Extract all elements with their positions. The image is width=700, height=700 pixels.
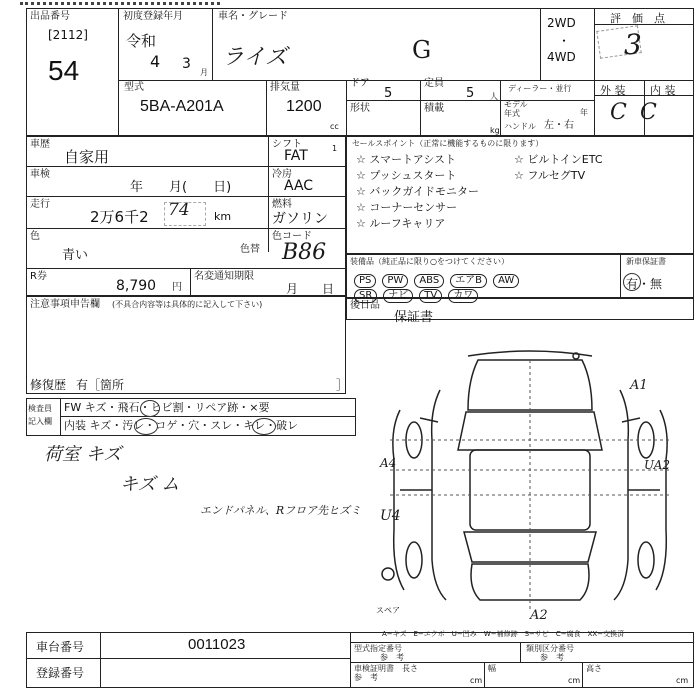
- load-unit: kg: [490, 126, 500, 135]
- grade: G: [412, 36, 432, 64]
- exterior-label: 外 装: [600, 84, 626, 97]
- mark-a4: A4: [380, 456, 397, 470]
- car-name-label: 車名・グレード: [218, 11, 288, 22]
- star-icon: ☆: [356, 217, 370, 230]
- seat-label: 定員: [424, 78, 444, 89]
- width-unit: cm: [568, 676, 581, 685]
- selling-point-label: フルセグTV: [527, 169, 586, 182]
- door-label: ドア: [350, 78, 370, 89]
- spare-label: スペア: [376, 606, 400, 615]
- len-unit: cm: [470, 676, 483, 685]
- star-icon: ☆: [356, 169, 370, 182]
- fuel-label: 燃料: [272, 199, 292, 210]
- ref-1: 参 考: [380, 653, 404, 662]
- equipment-item: ナビ: [383, 289, 413, 303]
- star-icon: ☆: [356, 201, 370, 214]
- equipment-item: ABS: [414, 274, 444, 288]
- fuel: ガソリン: [272, 211, 328, 227]
- mileage-unit: km: [214, 210, 232, 223]
- score: 3: [624, 28, 642, 61]
- handle: 左・右: [544, 120, 574, 131]
- load-label: 積載: [424, 103, 444, 114]
- shift: FAT: [284, 148, 308, 164]
- new-car-label: 新車保証書: [626, 257, 666, 266]
- exterior-grade: C: [610, 100, 627, 125]
- repair-close: ］: [336, 378, 349, 392]
- equipment-item: エアB: [450, 274, 487, 288]
- inspect: 年 月( 日): [130, 180, 232, 195]
- title-date: 月 日: [286, 282, 335, 296]
- wear-circle: [252, 418, 276, 435]
- interior-grade: C: [640, 100, 657, 125]
- repaint-label: 色替: [240, 244, 260, 255]
- selling-point-item: [356, 168, 479, 184]
- mileage-label: 走行: [30, 199, 50, 210]
- mark-ua2: UA2: [644, 458, 671, 472]
- title-label: 名変通知期限: [194, 271, 254, 282]
- star-icon: ☆: [356, 185, 370, 198]
- class-label: 類別区分番号: [526, 644, 574, 653]
- selling-point-label: ビルトインETC: [527, 153, 603, 166]
- car-name: ライズ: [222, 45, 288, 70]
- selling-point-item: [356, 216, 479, 232]
- handwritten-note-1: 荷室 キズ: [44, 444, 122, 465]
- inspector-row2: 内装 キズ・汚レ・コゲ・穴・スレ・キレ・破レ: [64, 419, 299, 432]
- ac: AAC: [284, 178, 314, 194]
- score-label: 評 価 点: [610, 12, 665, 25]
- fly-stone-circle: [140, 400, 160, 417]
- after-label: 後日品: [350, 300, 380, 311]
- model-year-label: モデル 年式: [504, 100, 528, 118]
- lot-number: 54: [48, 55, 80, 86]
- disp: 1200: [286, 98, 322, 115]
- mileage-box: [164, 202, 206, 226]
- first-reg-label: 初度登録年月: [123, 11, 183, 22]
- damage-legend: A−キズ E−エクボ U−凹み W−補修跡 S−サビ C−腐食 XX−交換済: [382, 630, 625, 638]
- ref-2: 参 考: [540, 653, 564, 662]
- mark-u4: U4: [380, 508, 401, 524]
- recycle-unit: 円: [172, 282, 182, 293]
- seats: 5: [466, 86, 475, 101]
- notes-block: [26, 296, 349, 394]
- color-label: 色: [30, 231, 40, 242]
- height-unit: cm: [676, 676, 689, 685]
- drive-4wd: 4WD: [547, 50, 576, 64]
- seat-unit: 人: [490, 92, 498, 101]
- selling-point-label: プッシュスタート: [369, 169, 457, 182]
- selling-point-item: [356, 184, 479, 200]
- lot-label: 出品番号: [30, 11, 70, 22]
- selling-point-label: コーナーセンサー: [369, 201, 458, 214]
- color: 青い: [62, 248, 89, 263]
- reg-month: 3: [182, 56, 191, 72]
- reg-label: 登録番号: [36, 666, 85, 680]
- doors: 5: [384, 86, 393, 101]
- mark-a1: A1: [630, 378, 648, 393]
- after-value: 保証書: [394, 310, 434, 325]
- shift-label: シフト: [272, 139, 302, 150]
- selling-point-item: [514, 152, 603, 168]
- model: 5BA-A201A: [140, 98, 224, 115]
- color-code: B86: [282, 240, 327, 265]
- width-label: 幅: [488, 664, 496, 673]
- equipment-item: PW: [382, 274, 408, 288]
- dirt-circle: [134, 418, 158, 435]
- chassis: 0011023: [188, 636, 246, 653]
- selling-point-item: [356, 152, 479, 168]
- reg-year: 4: [150, 52, 161, 71]
- equipment-item: SR: [354, 289, 377, 303]
- notes-heading: 注意事項申告欄: [30, 299, 100, 310]
- cert-label: 車検証明書 参 考: [354, 664, 394, 682]
- selling-list-left: [356, 152, 479, 232]
- disp-label: 排気量: [270, 82, 300, 93]
- mileage-prefix: 2万6千2: [90, 208, 149, 226]
- color-code-label: 色コード: [272, 231, 312, 242]
- selling-point-label: スマートアシスト: [369, 153, 457, 166]
- drive-dot: ・: [558, 34, 571, 48]
- inspector-label: 検査員 記入欄: [28, 404, 52, 426]
- selling-point-item: [514, 168, 603, 184]
- type-cert-label: 型式指定番号: [354, 644, 402, 653]
- chassis-label: 車台番号: [36, 640, 85, 654]
- handle-label: ハンドル: [504, 122, 536, 131]
- recycle-label: R券: [30, 271, 47, 282]
- reg-month-unit: 月: [200, 68, 208, 77]
- dealer-label: ディーラー・並行: [508, 84, 572, 93]
- selling-point-label: ルーフキャリア: [369, 217, 446, 230]
- selling-point-label: バックガイドモニター: [369, 185, 480, 198]
- repair-label: 修復歴: [30, 378, 67, 392]
- equipment-item: カワ: [448, 289, 478, 303]
- era: 令和: [126, 32, 157, 50]
- mark-a2: A2: [530, 608, 548, 623]
- recycle: 8,790: [116, 278, 157, 294]
- repair: 有［箇所: [76, 378, 125, 392]
- drive-2wd: 2WD: [547, 16, 576, 30]
- star-icon: ☆: [356, 153, 370, 166]
- interior-label: 内 装: [650, 84, 676, 97]
- handwritten-note-2: キズ ム: [120, 474, 180, 495]
- ac-label: 冷房: [272, 169, 292, 180]
- notes-sub: (不具合内容等は具体的に記入して下さい): [112, 300, 263, 309]
- disp-unit: cc: [330, 122, 339, 131]
- equipment-item: TV: [419, 289, 442, 303]
- selling-heading: セールスポイント（正常に機能するものに限ります）: [352, 139, 544, 148]
- equipment-item: PS: [354, 274, 376, 288]
- shape-label: 形状: [350, 103, 370, 114]
- new-car-yes-circle: [623, 273, 641, 291]
- use: 自家用: [64, 148, 110, 166]
- star-icon: ☆: [514, 169, 528, 182]
- selling-list-right: [514, 152, 603, 184]
- handwritten-note-3: エンドパネル、Rフロア先ヒズミ: [200, 504, 362, 517]
- mileage-hand: 74: [168, 200, 190, 220]
- selling-point-item: [356, 200, 479, 216]
- year-unit: 年: [580, 108, 588, 117]
- shift-mark: 1: [332, 144, 338, 153]
- star-icon: ☆: [514, 153, 528, 166]
- inspect-label: 車検: [30, 169, 50, 180]
- model-label: 型式: [124, 82, 144, 93]
- height-label: 高さ: [586, 664, 602, 673]
- len-label: 長さ: [402, 664, 418, 673]
- inspector-row1: FW キズ・飛石・ヒビ割・リペア跡・×要: [64, 401, 270, 414]
- new-car: 有・無: [626, 277, 663, 291]
- lot-code: [2112]: [48, 28, 88, 42]
- equipment-heading: 装備品（純正品に限り○をつけてください）: [350, 257, 509, 266]
- use-label: 車歴: [30, 139, 50, 150]
- equipment-item: AW: [493, 274, 519, 288]
